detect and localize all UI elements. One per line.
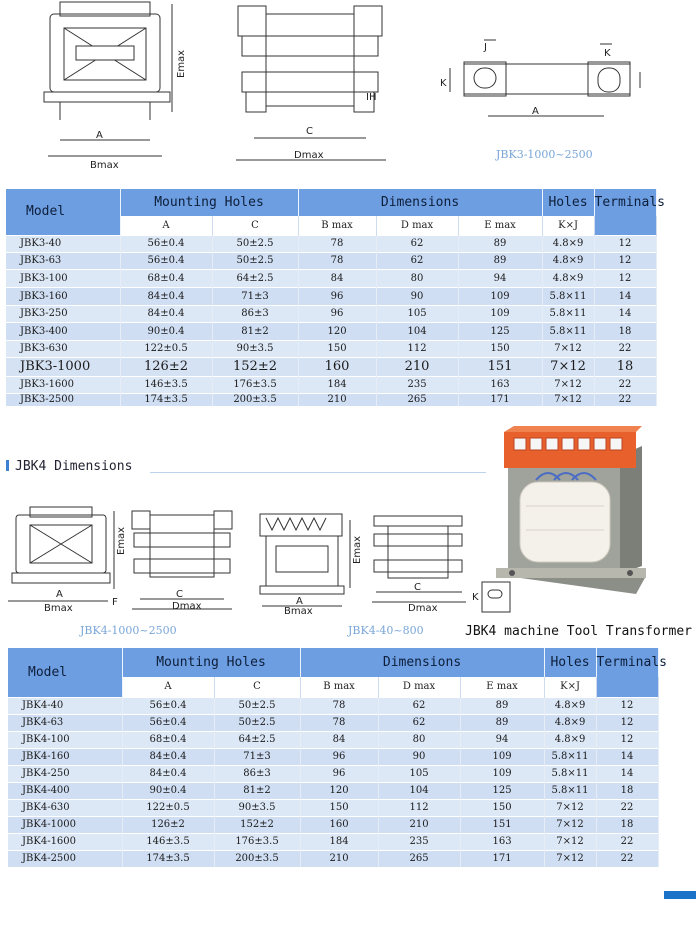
page-corner-accent: [664, 891, 696, 899]
cell-c: 176±3.5: [214, 833, 300, 850]
subheader-a: A: [120, 216, 212, 235]
table-row: [8, 714, 658, 731]
subheader-d-max: D max: [376, 216, 458, 235]
jbk4-section-title-text: JBK4 Dimensions: [15, 459, 133, 474]
subheader-b-max-jbk4: B max: [300, 677, 378, 697]
cell-e-max: 109: [458, 305, 542, 322]
caption-jbk4-40-800: JBK4-40~800: [348, 624, 424, 637]
table-row: [8, 765, 658, 782]
cell-c: 90±3.5: [214, 799, 300, 816]
cell-e-max: 89: [458, 235, 542, 252]
header-mounting-holes: Mounting Holes: [120, 189, 298, 216]
subheader-terminals-blank-jbk4: [596, 677, 658, 697]
cell-d-max: 90: [378, 748, 460, 765]
subheader-d-max-jbk4: D max: [378, 677, 460, 697]
header-holes: Holes: [542, 189, 594, 216]
dim-label-ih: IH: [366, 92, 377, 103]
table-row: [8, 799, 658, 816]
cell-terminals: 14: [596, 748, 658, 765]
cell-terminals: 22: [596, 850, 658, 867]
cell-terminals: 14: [596, 765, 658, 782]
subheader-kxj-jbk4: K×J: [544, 677, 596, 697]
cell-d-max: 62: [376, 252, 458, 269]
table-row: [8, 782, 658, 799]
cell-c: 64±2.5: [214, 731, 300, 748]
cell-d-max: 265: [378, 850, 460, 867]
jbk4-dim-label-bmax-2: Bmax: [284, 606, 313, 617]
header-terminals-jbk4: Terminals: [596, 648, 658, 677]
cell-c: 86±3: [212, 305, 298, 322]
cell-e-max: 109: [460, 765, 544, 782]
jbk4-front-drawing: [8, 505, 128, 615]
cell-kxj: 7×12: [544, 816, 596, 833]
cell-a: 174±3.5: [120, 393, 212, 406]
cell-model: JBK3-1600: [6, 376, 120, 393]
cell-a: 174±3.5: [122, 850, 214, 867]
cell-e-max: 171: [458, 393, 542, 406]
cell-b-max: 160: [300, 816, 378, 833]
table-row: [6, 305, 656, 322]
cell-kxj: 4.8×9: [542, 235, 594, 252]
cell-d-max: 112: [378, 799, 460, 816]
cell-c: 64±2.5: [212, 269, 298, 287]
cell-e-max: 89: [458, 252, 542, 269]
cell-c: 71±3: [212, 287, 298, 305]
cell-a: 84±0.4: [122, 748, 214, 765]
jbk4-dim-label-a: A: [56, 589, 63, 600]
cell-e-max: 109: [460, 748, 544, 765]
cell-model: JBK3-630: [6, 340, 120, 357]
header-dimensions-jbk4: Dimensions: [300, 648, 544, 677]
table-row: [8, 816, 658, 833]
cell-e-max: 151: [458, 357, 542, 376]
cell-e-max: 109: [458, 287, 542, 305]
cell-e-max: 94: [458, 269, 542, 287]
cell-d-max: 210: [378, 816, 460, 833]
cell-terminals: 12: [596, 697, 658, 714]
cell-c: 50±2.5: [214, 714, 300, 731]
cell-e-max: 125: [460, 782, 544, 799]
table-row: [6, 269, 656, 287]
cell-c: 200±3.5: [214, 850, 300, 867]
cell-terminals: 22: [596, 833, 658, 850]
cell-d-max: 90: [376, 287, 458, 305]
cell-c: 71±3: [214, 748, 300, 765]
section-divider: [150, 472, 486, 473]
cell-e-max: 125: [458, 322, 542, 340]
cell-terminals: 12: [594, 269, 656, 287]
cell-e-max: 171: [460, 850, 544, 867]
dim-label-a: A: [96, 130, 103, 141]
cell-b-max: 96: [298, 305, 376, 322]
header-mounting-holes-jbk4: Mounting Holes: [122, 648, 300, 677]
cell-kxj: 7×12: [542, 357, 594, 376]
cell-kxj: 4.8×9: [544, 697, 596, 714]
jbk3-side-drawing: [230, 0, 400, 170]
dim-label-k: K: [604, 48, 611, 59]
jbk4-dim-label-dmax: Dmax: [172, 601, 202, 612]
cell-d-max: 80: [378, 731, 460, 748]
cell-b-max: 184: [300, 833, 378, 850]
caption-jbk3-1000-2500: JBK3-1000~2500: [496, 148, 593, 161]
cell-d-max: 235: [376, 376, 458, 393]
jbk4-side-drawing: [130, 505, 240, 615]
subheader-terminals-blank: [594, 216, 656, 235]
dim-label-j: J: [484, 42, 487, 53]
cell-d-max: 62: [376, 235, 458, 252]
jbk4-table-body: [8, 697, 658, 867]
cell-kxj: 5.8×11: [544, 765, 596, 782]
jbk3-table-body: [6, 235, 656, 406]
dim-label-c: C: [306, 126, 313, 137]
cell-b-max: 96: [298, 287, 376, 305]
cell-b-max: 96: [300, 765, 378, 782]
table-row: [8, 731, 658, 748]
jbk4-dim-label-a-2: A: [296, 596, 303, 607]
cell-c: 90±3.5: [212, 340, 298, 357]
cell-kxj: 5.8×11: [544, 782, 596, 799]
table-row: [8, 850, 658, 867]
cell-terminals: 22: [594, 340, 656, 357]
jbk4-dim-label-emax-2: Emax: [352, 535, 363, 564]
cell-kxj: 7×12: [542, 393, 594, 406]
cell-b-max: 78: [298, 252, 376, 269]
header-dimensions: Dimensions: [298, 189, 542, 216]
jbk3-spec-table: [6, 189, 665, 406]
cell-e-max: 163: [458, 376, 542, 393]
cell-terminals: 12: [594, 252, 656, 269]
jbk4-dim-label-bmax: Bmax: [44, 603, 73, 614]
cell-terminals: 18: [594, 357, 656, 376]
cell-a: 84±0.4: [120, 287, 212, 305]
jbk3-mounting-plate-drawing: [440, 30, 670, 130]
cell-terminals: 22: [594, 393, 656, 406]
cell-b-max: 120: [300, 782, 378, 799]
cell-model: JBK4-1600: [8, 833, 122, 850]
cell-kxj: 4.8×9: [544, 714, 596, 731]
cell-d-max: 105: [376, 305, 458, 322]
cell-model: JBK3-2500: [6, 393, 120, 406]
section-marker: [6, 460, 9, 471]
cell-b-max: 84: [298, 269, 376, 287]
cell-model: JBK4-250: [8, 765, 122, 782]
table-row: [8, 697, 658, 714]
cell-e-max: 94: [460, 731, 544, 748]
cell-a: 84±0.4: [120, 305, 212, 322]
dim-label-k-side: K: [440, 78, 447, 89]
cell-e-max: 151: [460, 816, 544, 833]
jbk4-terminal-front-drawing: [258, 510, 368, 615]
cell-model: JBK4-100: [8, 731, 122, 748]
cell-terminals: 14: [594, 305, 656, 322]
table-row: [6, 235, 656, 252]
cell-terminals: 18: [596, 782, 658, 799]
cell-a: 122±0.5: [122, 799, 214, 816]
cell-kxj: 5.8×11: [544, 748, 596, 765]
cell-a: 146±3.5: [120, 376, 212, 393]
photo-caption: JBK4 machine Tool Transformer: [465, 624, 692, 639]
cell-kxj: 5.8×11: [542, 305, 594, 322]
jbk4-spec-table: [8, 648, 667, 867]
cell-b-max: 96: [300, 748, 378, 765]
cell-c: 50±2.5: [214, 697, 300, 714]
jbk4-section-title: [6, 459, 132, 474]
cell-c: 200±3.5: [212, 393, 298, 406]
cell-model: JBK4-630: [8, 799, 122, 816]
jbk4-terminal-side-drawing: [370, 510, 470, 615]
subheader-e-max-jbk4: E max: [460, 677, 544, 697]
cell-c: 81±2: [212, 322, 298, 340]
cell-c: 86±3: [214, 765, 300, 782]
dim-label-dmax: Dmax: [294, 150, 324, 161]
table-row: [6, 393, 656, 406]
cell-model: JBK4-40: [8, 697, 122, 714]
table-row: [6, 357, 656, 376]
cell-b-max: 78: [300, 697, 378, 714]
cell-terminals: 22: [594, 376, 656, 393]
cell-d-max: 112: [376, 340, 458, 357]
table-row: [6, 340, 656, 357]
jbk3-front-drawing: [30, 0, 190, 170]
cell-e-max: 150: [458, 340, 542, 357]
cell-b-max: 150: [300, 799, 378, 816]
cell-d-max: 80: [376, 269, 458, 287]
cell-model: JBK4-400: [8, 782, 122, 799]
header-model: Model: [6, 189, 120, 235]
cell-b-max: 78: [298, 235, 376, 252]
cell-model: JBK3-100: [6, 269, 120, 287]
cell-b-max: 210: [300, 850, 378, 867]
cell-kxj: 4.8×9: [542, 269, 594, 287]
jbk4-dim-label-c: C: [176, 589, 183, 600]
cell-model: JBK3-250: [6, 305, 120, 322]
table-row: [8, 833, 658, 850]
cell-kxj: 7×12: [542, 376, 594, 393]
cell-a: 56±0.4: [120, 235, 212, 252]
cell-a: 68±0.4: [122, 731, 214, 748]
jbk4-dim-label-dmax-2: Dmax: [408, 603, 438, 614]
cell-d-max: 62: [378, 714, 460, 731]
cell-d-max: 104: [378, 782, 460, 799]
table-row: [6, 376, 656, 393]
cell-a: 56±0.4: [122, 697, 214, 714]
cell-terminals: 22: [596, 799, 658, 816]
transformer-photo: [486, 426, 656, 601]
cell-b-max: 184: [298, 376, 376, 393]
cell-model: JBK4-160: [8, 748, 122, 765]
cell-e-max: 150: [460, 799, 544, 816]
cell-kxj: 4.8×9: [542, 252, 594, 269]
cell-terminals: 14: [594, 287, 656, 305]
jbk4-dim-label-c-2: C: [414, 582, 421, 593]
subheader-c-jbk4: C: [214, 677, 300, 697]
cell-c: 176±3.5: [212, 376, 298, 393]
cell-d-max: 265: [376, 393, 458, 406]
cell-b-max: 120: [298, 322, 376, 340]
jbk4-dim-label-f: F: [112, 597, 118, 608]
cell-kxj: 7×12: [544, 833, 596, 850]
cell-model: JBK3-40: [6, 235, 120, 252]
cell-b-max: 78: [300, 714, 378, 731]
cell-d-max: 104: [376, 322, 458, 340]
dim-label-bmax: Bmax: [90, 160, 119, 171]
subheader-a-jbk4: A: [122, 677, 214, 697]
cell-c: 50±2.5: [212, 252, 298, 269]
cell-model: JBK3-1000: [6, 357, 120, 376]
subheader-c: C: [212, 216, 298, 235]
cell-a: 56±0.4: [122, 714, 214, 731]
cell-d-max: 105: [378, 765, 460, 782]
cell-e-max: 89: [460, 697, 544, 714]
cell-terminals: 12: [594, 235, 656, 252]
cell-model: JBK3-400: [6, 322, 120, 340]
cell-model: JBK4-63: [8, 714, 122, 731]
cell-c: 50±2.5: [212, 235, 298, 252]
subheader-e-max: E max: [458, 216, 542, 235]
jbk4-dim-label-emax: Emax: [116, 526, 127, 555]
cell-d-max: 235: [378, 833, 460, 850]
cell-model: JBK3-160: [6, 287, 120, 305]
cell-a: 90±0.4: [120, 322, 212, 340]
cell-a: 68±0.4: [120, 269, 212, 287]
cell-terminals: 12: [596, 731, 658, 748]
cell-a: 126±2: [120, 357, 212, 376]
cell-e-max: 163: [460, 833, 544, 850]
cell-kxj: 7×12: [542, 340, 594, 357]
table-row: [6, 322, 656, 340]
cell-terminals: 12: [596, 714, 658, 731]
cell-kxj: 7×12: [544, 850, 596, 867]
caption-jbk4-1000-2500: JBK4-1000~2500: [80, 624, 177, 637]
subheader-b-max: B max: [298, 216, 376, 235]
cell-a: 84±0.4: [122, 765, 214, 782]
cell-kxj: 5.8×11: [542, 287, 594, 305]
cell-b-max: 84: [300, 731, 378, 748]
cell-a: 122±0.5: [120, 340, 212, 357]
cell-e-max: 89: [460, 714, 544, 731]
cell-model: JBK3-63: [6, 252, 120, 269]
jbk4-dim-label-k: K: [472, 592, 479, 603]
table-row: [6, 252, 656, 269]
header-terminals: Terminals: [594, 189, 656, 216]
dim-label-a-plate: A: [532, 106, 539, 117]
cell-d-max: 62: [378, 697, 460, 714]
cell-c: 152±2: [214, 816, 300, 833]
cell-model: JBK4-1000: [8, 816, 122, 833]
cell-kxj: 4.8×9: [544, 731, 596, 748]
cell-b-max: 150: [298, 340, 376, 357]
header-holes-jbk4: Holes: [544, 648, 596, 677]
cell-terminals: 18: [594, 322, 656, 340]
cell-b-max: 210: [298, 393, 376, 406]
cell-kxj: 5.8×11: [542, 322, 594, 340]
cell-a: 56±0.4: [120, 252, 212, 269]
cell-b-max: 160: [298, 357, 376, 376]
cell-a: 146±3.5: [122, 833, 214, 850]
dim-label-emax: Emax: [176, 49, 187, 78]
terminal-block: [514, 438, 622, 450]
cell-a: 126±2: [122, 816, 214, 833]
cell-a: 90±0.4: [122, 782, 214, 799]
cell-d-max: 210: [376, 357, 458, 376]
cell-terminals: 18: [596, 816, 658, 833]
header-model-jbk4: Model: [8, 648, 122, 697]
table-row: [8, 748, 658, 765]
cell-kxj: 7×12: [544, 799, 596, 816]
cell-model: JBK4-2500: [8, 850, 122, 867]
table-row: [6, 287, 656, 305]
subheader-kxj: K×J: [542, 216, 594, 235]
cell-c: 81±2: [214, 782, 300, 799]
cell-c: 152±2: [212, 357, 298, 376]
